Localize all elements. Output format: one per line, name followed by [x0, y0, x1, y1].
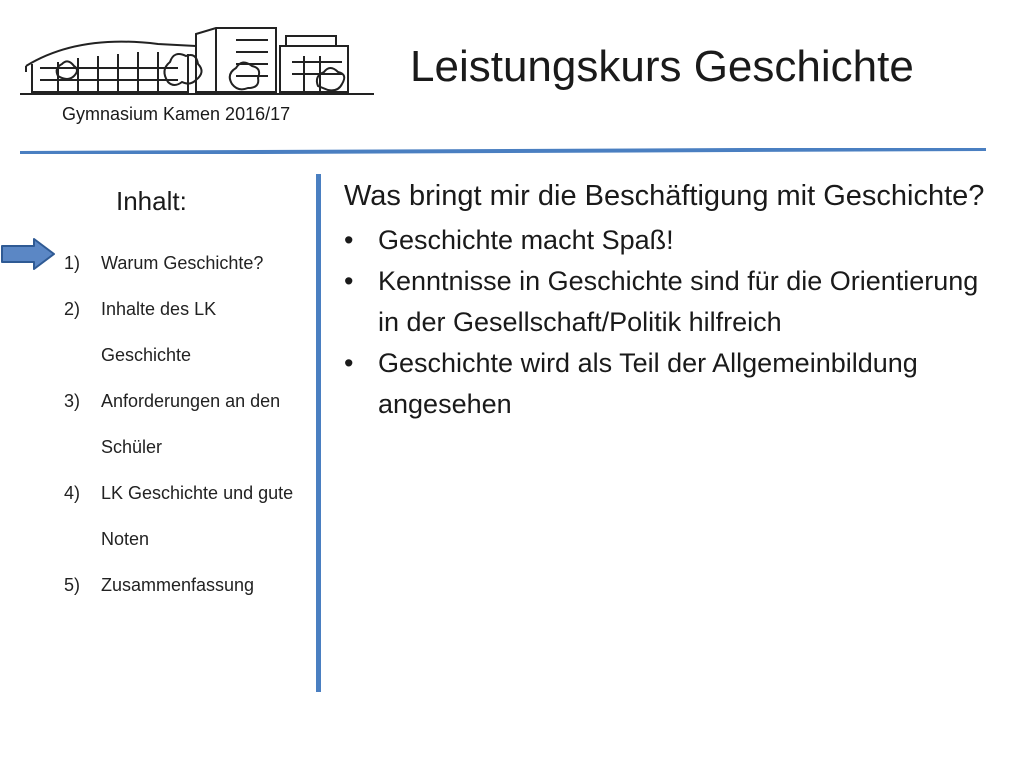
toc-heading: Inhalt:	[116, 186, 187, 216]
section-question: Was bringt mir die Beschäftigung mit Geschichte?	[344, 180, 985, 212]
toc-item-noten[interactable]	[64, 470, 304, 562]
bullet-text: Kenntnisse in Geschichte sind für die Orientierung in der Gesellschaft/Politik hilfreich	[378, 266, 979, 337]
bullet-text: Geschichte macht Spaß!	[378, 225, 674, 255]
bullet-glyph: •	[344, 348, 354, 378]
school-name: Gymnasium Kamen 2016/17	[62, 104, 291, 124]
column-divider	[316, 174, 321, 692]
bullet-item	[344, 220, 1004, 261]
header-divider	[20, 148, 986, 154]
bullet-glyph: •	[344, 225, 354, 255]
bullet-text: Geschichte wird als Teil der Allgemeinbildung angesehen	[378, 348, 918, 419]
school-building-logo	[18, 22, 378, 102]
toc-list	[64, 240, 304, 608]
toc-item-zusammenfassung[interactable]	[64, 562, 304, 608]
toc-item-label: Zusammenfassung	[101, 575, 255, 595]
bullet-list	[344, 220, 1004, 425]
page-title: Leistungskurs Geschichte	[410, 42, 914, 91]
toc-item-number: 5)	[64, 575, 81, 595]
toc-item-number: 4)	[64, 483, 81, 503]
bullet-item	[344, 343, 1004, 425]
right-arrow-icon	[0, 237, 56, 271]
toc-item-number: 1)	[64, 253, 81, 273]
toc-item-number: 3)	[64, 391, 81, 411]
toc-item-anforderungen[interactable]	[64, 378, 304, 470]
toc-item-number: 2)	[64, 299, 81, 319]
bullet-glyph: •	[344, 266, 354, 296]
toc-item-label: Anforderungen an den Schüler	[101, 391, 281, 457]
toc-item-warum-geschichte[interactable]	[64, 240, 304, 286]
toc-item-label: Warum Geschichte?	[101, 253, 264, 273]
bullet-item	[344, 261, 1004, 343]
toc-item-label: Inhalte des LK Geschichte	[101, 299, 217, 365]
toc-item-inhalte[interactable]	[64, 286, 304, 378]
toc-item-label: LK Geschichte und gute Noten	[101, 483, 294, 549]
main-content	[344, 176, 1004, 425]
